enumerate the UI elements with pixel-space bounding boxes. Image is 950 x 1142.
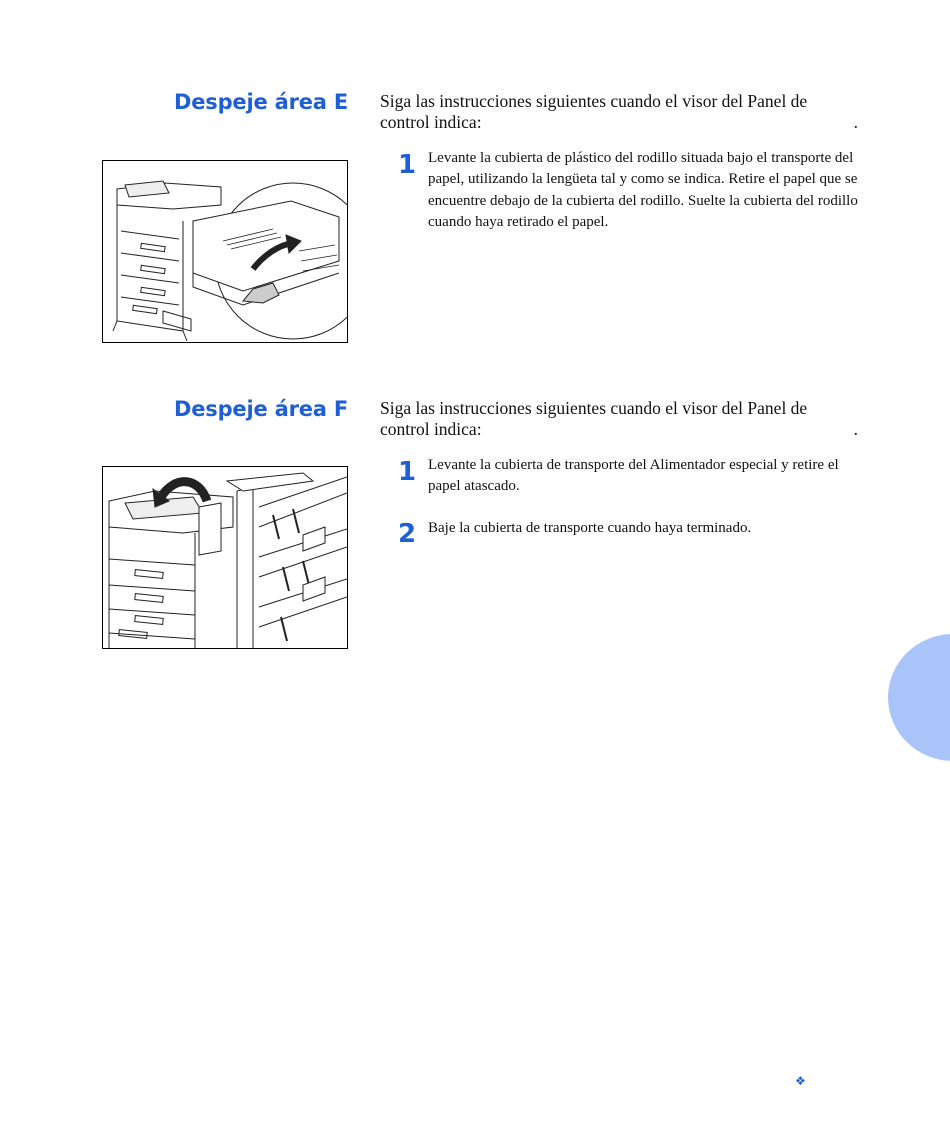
section-e-intro-text: Siga las instrucciones siguientes cuando el visor del Panel de control indica: [380, 91, 808, 132]
step-number: 1 [398, 150, 417, 180]
step-text: Baje la cubierta de transporte cuando haya terminado. [428, 520, 752, 536]
section-f-heading: Despeje área F [174, 397, 348, 421]
step-text: Levante la cubierta de transporte del Alimentador especial y retire el papel atascado. [428, 457, 839, 495]
section-e-intro-end: . [853, 112, 858, 132]
chapter-thumb-tab [888, 634, 950, 761]
section-f-intro [380, 398, 858, 440]
printer-area-f-illustration [102, 466, 348, 649]
step-number: 2 [398, 519, 417, 549]
section-f-intro-text: Siga las instrucciones siguientes cuando el visor del Panel de control indica: [380, 398, 808, 439]
printer-area-e-illustration [102, 160, 348, 343]
step-number: 1 [398, 457, 417, 487]
section-e-heading: Despeje área E [174, 90, 348, 114]
section-f-intro-end: . [853, 419, 858, 439]
step-text: Levante la cubierta de plástico del rodillo situada bajo el transporte del papel, utilizando la lengüeta tal y como se indica. Retire el papel que se encuentre debajo de la cubierta del rodillo. Suelte la cubierta del rodillo cuando haya retirado el papel. [428, 150, 858, 231]
footer-ornament-icon: ❖ [795, 1074, 806, 1088]
section-e-intro [380, 91, 858, 133]
